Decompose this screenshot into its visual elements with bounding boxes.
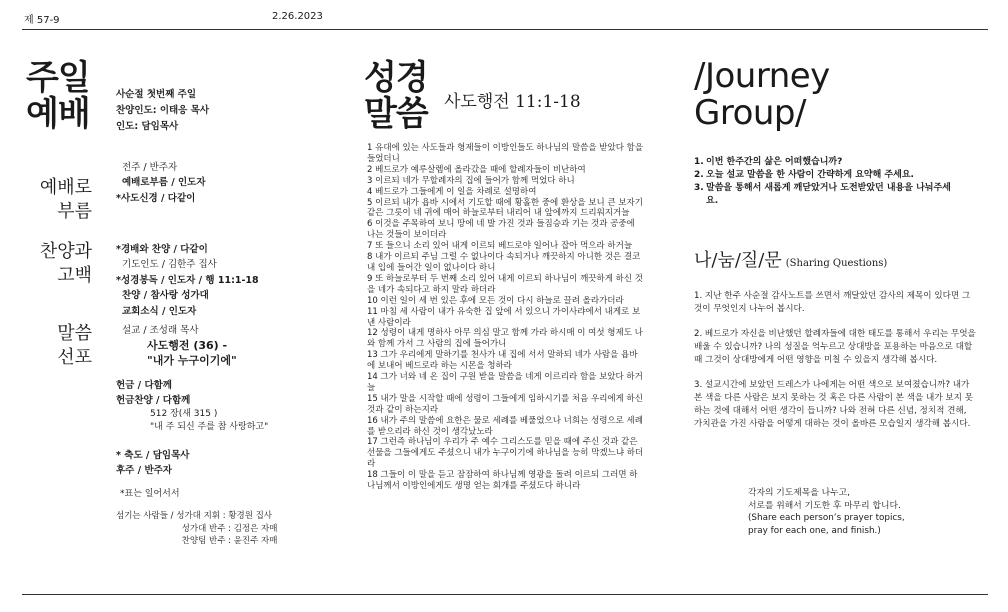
- scripture-verses: [367, 143, 645, 492]
- journey-question: [694, 156, 964, 169]
- verse: 8 내가 이르되 주님 그럴 수 없나이다 속되거나 깨끗하지 아니한 것은 결코 내 입에 들어간 일이 없나이다 하니: [367, 252, 641, 273]
- worship-title: 주일 예배: [26, 58, 90, 134]
- server-row: [116, 523, 277, 536]
- server-role: 섬기는 사람들 / 성가대 지휘 :: [116, 511, 226, 521]
- server-name: 황경원 집사: [228, 511, 273, 521]
- prayer-note-line: pray for each one, and finish.): [748, 525, 881, 536]
- section-title-praise: 찬양과 고백: [39, 241, 92, 286]
- worship-host: 인도: 담임목사: [116, 121, 179, 132]
- order-item: 전주 / 반주자: [122, 162, 178, 173]
- scripture-reference: 사도행전 11:1-18: [444, 92, 581, 112]
- hymn-block: [150, 408, 268, 434]
- verse: 17 그런즉 하나님이 우리가 주 예수 그리스도를 믿을 때에 주신 것과 같은 선물을 그들에게도 주셨으니 내가 누구이기에 하나님을 능히 막겠느냐 하더라: [367, 437, 644, 470]
- server-role: 찬양팀 반주 :: [181, 536, 231, 546]
- standing-note: *표는 일어서서: [120, 489, 180, 499]
- verse: 3 이르되 네가 무할례자의 집에 들어가 함께 먹었다 하니: [367, 175, 575, 186]
- question-text: 이번 한주간의 삶은 어떠했습니까?: [706, 157, 843, 167]
- journey-question: [694, 169, 964, 182]
- question-text: 오늘 설교 말씀을 한 사람이 간략하게 요약해 주세요.: [706, 170, 914, 180]
- offering-block: [116, 378, 190, 408]
- sharing-question: 2. 베드로가 자신을 비난했던 할례자들에 대한 태도를 통해서 우리는 무엇을 배울 수 있습니까? 나의 성질을 억누르고 상대방을 포용하는 마음으로 대할 때 그것이 상대방에게 어떤 영향을 미칠 수 있을지 생각해 봅시다.: [694, 329, 976, 365]
- verse: 4 베드로가 그들에게 이 일을 차례로 설명하여: [367, 186, 537, 197]
- verse: 2 베드로가 예루살렘에 올라갔을 때에 할례자들이 비난하여: [367, 164, 586, 175]
- section-items-praise: [116, 242, 259, 319]
- sharing-title-row: [694, 246, 887, 272]
- verse: 11 마침 세 사람이 내가 유숙한 집 앞에 서 있으니 가이사랴에서 내게로 보낸 사람이라: [367, 306, 641, 328]
- bottom-rule: [22, 594, 988, 595]
- verse: 12 성령이 내게 명하사 아무 의심 말고 함께 가라 하시매 이 여섯 형제도 나와 함께 가서 그 사람의 집에 들어가니: [367, 328, 643, 350]
- verse: 13 그가 우리에게 말하기를 천사가 내 집에 서서 말하되 네가 사람을 욥바에 보내어 베드로라 하는 시몬을 청하라: [367, 350, 638, 372]
- verse: 10 이런 일이 세 번 있은 후에 모든 것이 다시 하늘로 끌려 올라가더라: [367, 295, 624, 306]
- order-item: *사도신경 / 다같이: [116, 192, 196, 204]
- sharing-title-english: (Sharing Questions): [785, 258, 888, 269]
- sharing-title: 나/눔/질/문: [694, 250, 782, 271]
- section-title-sermon: 말씀 선포: [57, 323, 92, 368]
- sharing-questions: [694, 290, 976, 443]
- sharing-question: 3. 설교시간에 보았던 드레스가 나에게는 어떤 색으로 보여졌습니까? 내가 본 색을 다른 사람은 보지 못하는 것 혹은 다른 사람이 본 색을 내가 보지 못하는 것에 대해서 어떤 생각이 듭니까? 나와 전혀 다른 신념, 정치적 견해, 가치관을 가진 사람을 어떻게 대하는 것이 올바른 모습일지 생각해 봅시다.: [694, 380, 973, 429]
- offering: 헌금 / 다함께: [116, 380, 172, 391]
- worship-leader: 찬양인도: 이태응 목사: [116, 105, 210, 116]
- verse: 5 이르되 내가 욥바 시에서 기도할 때에 황홀한 중에 환상을 보니 큰 보자기 같은 그릇이 네 귀에 매어 하늘로부터 내리어 내 앞에까지 드리워지거늘: [367, 197, 643, 219]
- section-items-call: [116, 160, 206, 206]
- verse: 16 내가 주의 말씀에 요한은 물로 세례를 베풀었으나 너희는 성령으로 세례를 받으리라 하신 것이 생각났노라: [367, 415, 643, 437]
- server-name: 윤진주 자매: [233, 536, 278, 546]
- verse: 18 그들이 이 말을 듣고 잠잠하여 하나님께 영광을 돌려 이르되 그러면 하나님께서 이방인에게도 생명 얻는 회개를 주셨도다 하니라: [367, 470, 638, 492]
- verse: 14 그가 너와 네 온 집이 구원 받을 말씀을 네게 이르리라 함을 보았다 하거늘: [367, 372, 643, 393]
- server-row: [116, 510, 277, 523]
- journey-question: [694, 182, 964, 208]
- prayer-note: [748, 487, 905, 537]
- question-text: 말씀을 통해서 새롭게 깨닫았거나 도전받았던 내용을 나눠주세요.: [706, 183, 951, 206]
- order-item: *경배와 찬양 / 다같이: [116, 244, 208, 255]
- order-item: 찬양 / 참사랑 성가대: [122, 290, 209, 302]
- question-number: 2.: [694, 170, 704, 180]
- question-number: 1.: [694, 157, 704, 167]
- verse: 1 유대에 있는 사도들과 형제들이 이방인들도 하나님의 말씀을 받았다 함을 들었더니: [367, 143, 644, 164]
- verse: 6 이것을 주목하여 보니 땅에 네 발 가진 것과 들짐승과 기는 것과 공중에 나는 것들이 보이더라: [367, 219, 635, 241]
- server-role: 성가대 반주 :: [181, 523, 231, 534]
- sermon-title: 사도행전 (36) - "내가 누구이기에": [147, 339, 237, 367]
- prayer-note-line: 서로를 위해서 기도한 후 마무리 합니다.: [748, 500, 901, 511]
- bulletin-date: 2.26.2023: [272, 11, 323, 22]
- scripture-title: 성경 말씀: [364, 58, 428, 134]
- journey-questions: [694, 156, 964, 208]
- order-item: 교회소식 / 인도자: [122, 305, 197, 317]
- postlude: 후주 / 반주자: [116, 465, 172, 476]
- question-number: 3.: [694, 183, 704, 193]
- worship-subtitle: 사순절 첫번째 주일: [116, 89, 197, 100]
- verse: 7 또 들으니 소리 있어 내게 이르되 베드로야 일어나 잡아 먹으라 하거늘: [367, 241, 633, 252]
- journey-group-title: /Journey Group/: [694, 56, 830, 133]
- hymn-title: "내 주 되신 주를 참 사랑하고": [150, 422, 269, 432]
- verse: 15 내가 말을 시작할 때에 성령이 그들에게 임하시기를 처음 우리에게 하신 것과 같이 하는지라: [367, 393, 643, 415]
- issue-number: 제 57-9: [24, 15, 60, 26]
- section-title-call: 예배로 부름: [39, 177, 92, 222]
- benediction: * 축도 / 담임목사: [116, 450, 190, 461]
- server-name: 김정은 자매: [233, 523, 278, 534]
- order-item: *성경봉독 / 인도자 / 행 11:1-18: [116, 274, 259, 286]
- sharing-question: 1. 지난 한주 사순절 감사노트를 쓰면서 깨달았던 감사의 제목이 있다면 그것이 무엇인지 나누어 봅시다.: [694, 291, 971, 314]
- order-item: 기도인도 / 김한주 집사: [122, 259, 217, 271]
- prayer-note-line: (Share each person’s prayer topics,: [748, 513, 905, 523]
- hymn-number: 512 장(새 315 ): [150, 409, 218, 419]
- verse: 9 또 하늘로부터 두 번째 소리 있어 내게 이르되 하나님이 깨끗하게 하신 것을 네가 속되다고 하지 말라 하더라: [367, 273, 643, 295]
- prayer-note-line: 각자의 기도제목을 나누고,: [748, 488, 850, 498]
- worship-subtitle-block: [116, 87, 209, 135]
- top-rule: [22, 29, 988, 30]
- order-item: 예배로부름 / 인도자: [122, 177, 206, 189]
- closing-block: [116, 448, 189, 478]
- server-row: [116, 535, 277, 548]
- servers-list: [116, 510, 277, 548]
- offering-hymn-label: 헌금찬양 / 다함께: [116, 395, 191, 406]
- sermon-label: 설교 / 조성래 목사: [122, 325, 199, 336]
